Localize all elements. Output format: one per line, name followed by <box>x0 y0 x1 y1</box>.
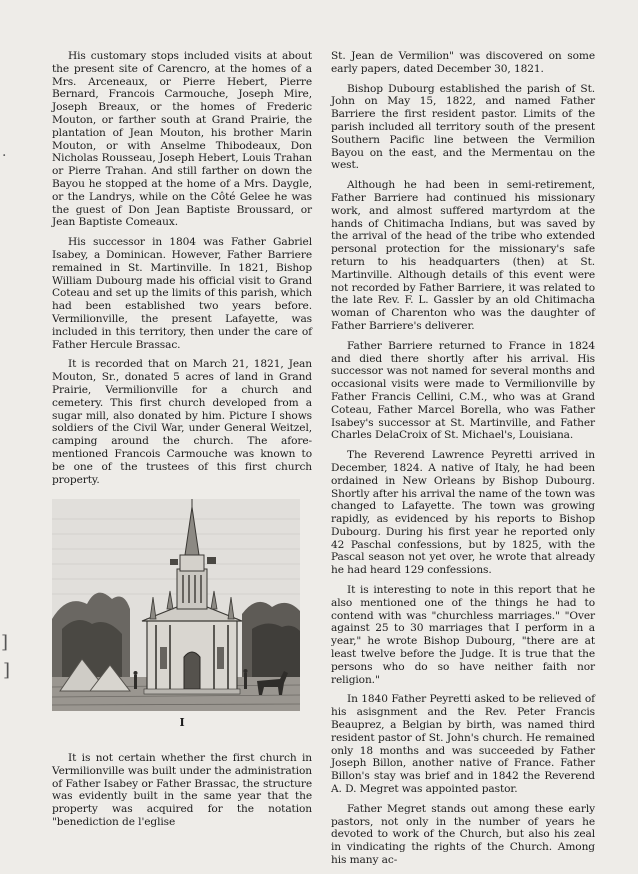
paragraph: It is recorded that on March 21, 1821, Jean Mouton, Sr., donated 5 acres of land in Grand Prairie, Vermilionville for a church and cemetery. This first church developed from a sugar mill, also donated by him. Picture I shows soldiers of the Civil War, under General Weitzel, camping around the church. The afore-mentioned Francois Carmouche was known to be one of the trustees of this first church property. <box>52 358 312 486</box>
paragraph-continuation: St. Jean de Vermilion" was discovered on some early papers, dated December 30, 1821. <box>331 50 595 75</box>
right-column <box>331 50 595 874</box>
paragraph: It is interesting to note in this report that he also mentioned one of the things he had to contend with was "churchless marriages." "Over against 25 to 30 marriages that I perform in a year," he wrote Bishop Dubourg, "there are at least twelve before the Judge. It is true that the persons who do so have neither faith nor religion." <box>331 584 595 686</box>
paragraph: Father Barriere returned to France in 1824 and died there shortly after his arrival. His successor was not named for several months and occasional visits were made to Vermilionville by Father Francis Cellini, C.M., who was at Grand Coteau, Father Marcel Borella, who was Father Isabey's successor at St. Martinville, and Father Charles DelaCroix of St. Michael's, Louisiana. <box>331 339 595 442</box>
paragraph: In 1840 Father Peyretti asked to be relieved of his asisgnment and the Rev. Peter Francis Beauprez, a Belgian by birth, was named third resident pastor of St. John's church. He remained only 18 months and was succeeded by Father Joseph Billon, another native of France. Father Billon's stay was brief and in 1842 the Reverend A. D. Megret was appointed pastor. <box>331 693 595 796</box>
paragraph: His successor in 1804 was Father Gabriel Isabey, a Dominican. However, Father Barriere remained in St. Martinville. In 1821, Bishop William Dubourg made his official visit to Grand Coteau and set up the limits of this parish, which had been established two years before. Vermilionville, the present Lafayette, was included in this territory, then under the care of Father Hercule Brassac. <box>52 236 312 351</box>
left-column <box>52 50 312 836</box>
margin-mark: · <box>2 148 7 164</box>
paragraph: It is not certain whether the first church in Vermilionville was built under the administration of Father Isabey or Father Brassac, the structure was evidently built in the same year that the property was acquired for the notation "benediction de l'eglise <box>52 752 312 829</box>
paragraph: The Reverend Lawrence Peyretti arrived in December, 1824. A native of Italy, he had been ordained in New Orleans by Bishop Dubourg. Shortly after his arrival the name of the town was changed to Lafayette. The town was growing rapidly, as evidenced by his reports to Bishop Dubourg. During his first year he reported only 42 Paschal confessions, but by 1825, with the Pascal season not yet over, he wrote that already he had heard 129 confessions. <box>331 449 595 577</box>
margin-bracket: ] <box>1 632 9 653</box>
paragraph: His customary stops included visits at about the present site of Carencro, at the homes of a Mrs. Arceneaux, or Pierre Hebert, Pierre Bernard, Francois Carmouche, Joseph Mire, Joseph Breaux, or the homes of Frederic Mouton, or farther south at Grand Prairie, the plantation of Jean Mouton, his brother Marin Mouton, or with Anselme Thibodeaux, Don Nicholas Rousseau, Joseph Hebert, Louis Trahan or Pierre Trahan. And still farther on down the Bayou he stopped at the home of a Mrs. Daygle, or the Landrys, while on the Côté Gelee he was the guest of Don Jean Baptiste Broussard, or Jean Baptiste Comeaux. <box>52 50 312 229</box>
figure-caption: I <box>179 716 185 730</box>
margin-bracket: ] <box>3 660 11 681</box>
paragraph: Bishop Dubourg established the parish of St. John on May 15, 1822, and named Father Barriere the first resident pastor. Limits of the parish included all territory south of the present Southern Pacific line between the Vermilion Bayou on the east, and the Mermentau on the west. <box>331 82 595 172</box>
church-engraving <box>52 499 300 711</box>
paragraph: Although he had been in semi-retirement, Father Barriere had continued his missionary work, and almost suffered martyrdom at the hands of Chitimacha Indians, but was saved by the arrival of the head of the tribe who extended personal protection for the missionary's safe return to his headquarters (then) at St. Martinville. Although details of this event were not recorded by Father Barriere, it was related to the late Rev. F. L. Gassler by an old Chitimacha woman of Charenton who was the daughter of Father Barriere's deliverer. <box>331 179 595 332</box>
paragraph: Father Megret stands out among these early pastors, not only in the number of years he devoted to work of the Church, but also his zeal in vindicating the rights of the Church. Among his many ac- <box>331 802 595 867</box>
